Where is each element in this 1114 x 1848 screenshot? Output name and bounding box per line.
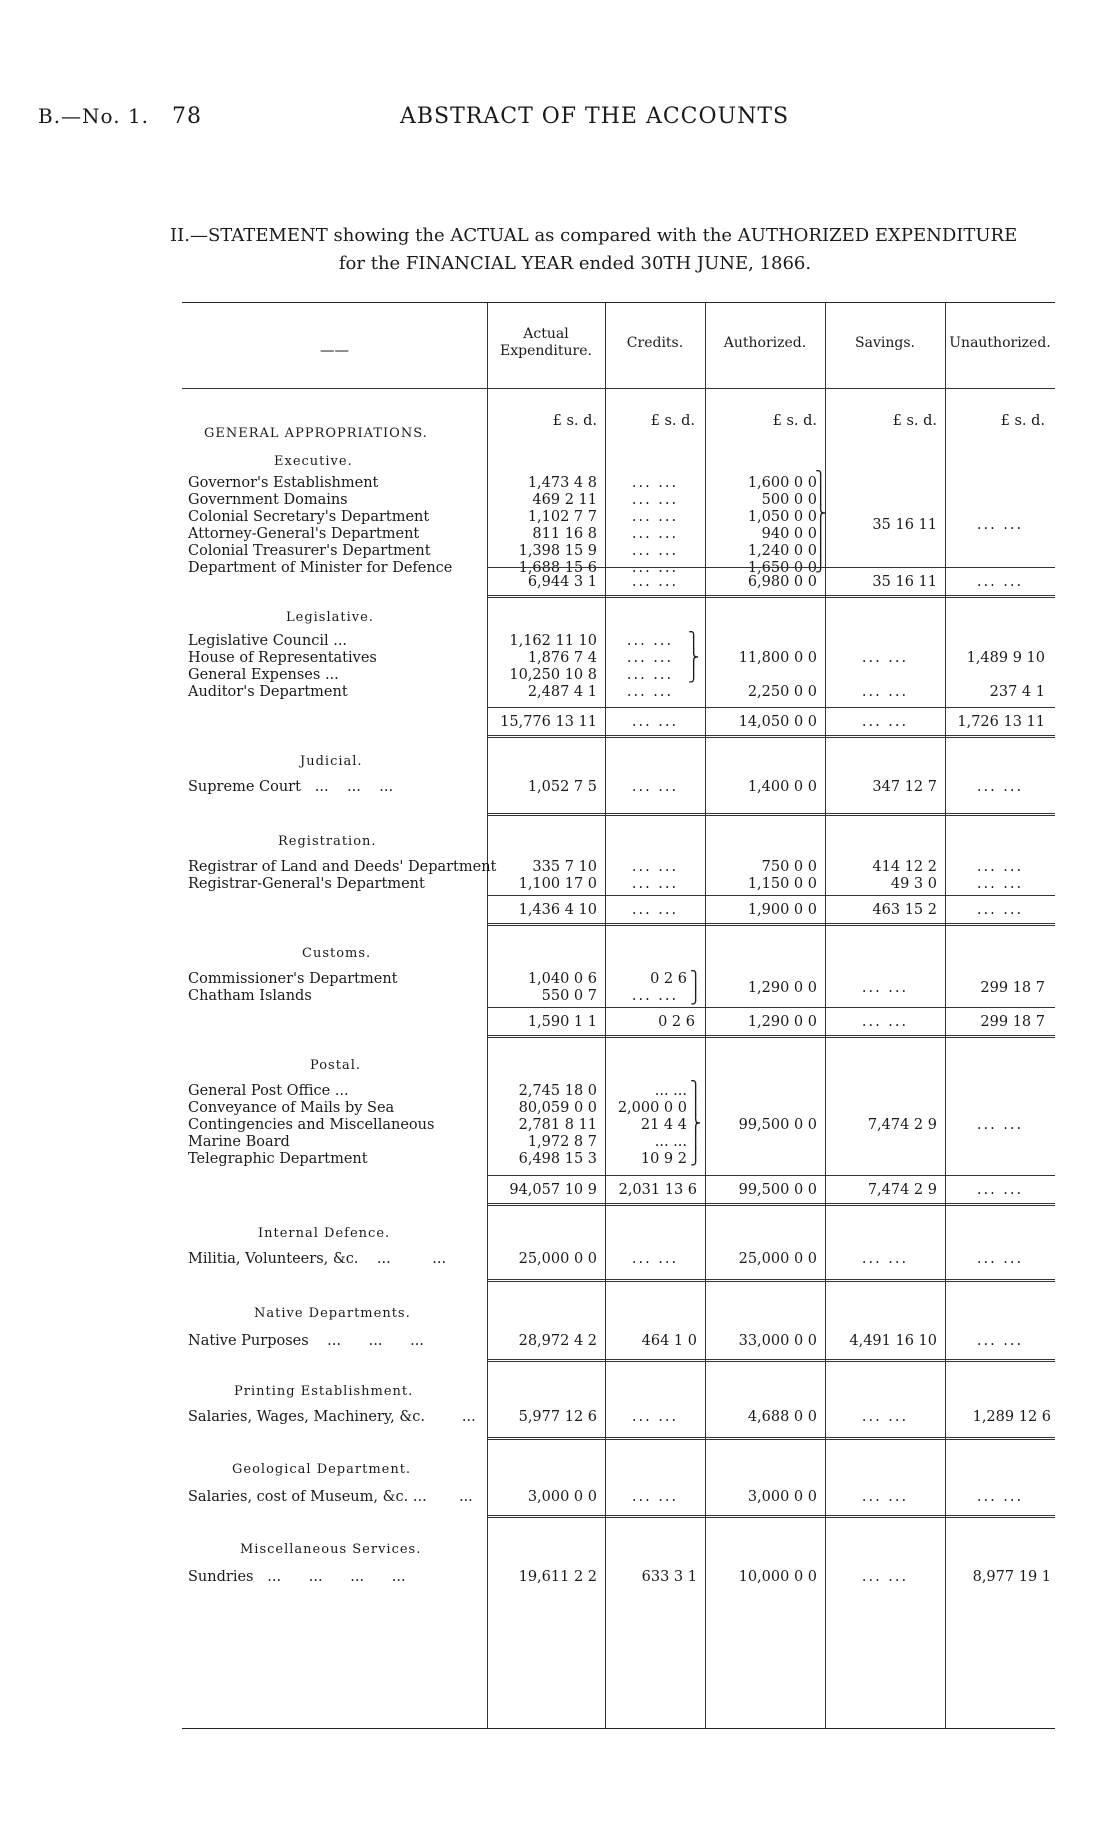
misc-savings: ... ... bbox=[861, 1569, 909, 1585]
registration-subtotal-rule bbox=[487, 895, 1055, 896]
registration-labels: Registrar of Land and Deeds' Department Registrar-General's Department bbox=[188, 859, 497, 892]
executive-unauthorized: ... ... bbox=[976, 517, 1024, 533]
legislative-credits bbox=[605, 633, 695, 701]
legislative-authorized-group: 11,800 0 0 bbox=[738, 650, 817, 666]
col-header-label: —— bbox=[320, 343, 349, 359]
postal-brace: ⎫ ⎪ ⎬ ⎪ ⎭ bbox=[690, 1080, 702, 1166]
customs-credits-dots: ... ... bbox=[631, 988, 679, 1004]
title-line-1: II.—STATEMENT showing the ACTUAL as compared with the AUTHORIZED EXPENDITURE bbox=[170, 225, 1018, 246]
customs-total-unauthorized: 299 18 7 bbox=[980, 1014, 1045, 1030]
registration-title: Registration. bbox=[278, 834, 377, 849]
dots: ... ... bbox=[976, 876, 1024, 892]
registration-credits bbox=[605, 859, 705, 893]
defence-actual: 25,000 0 0 bbox=[518, 1251, 597, 1267]
printing-authorized: 4,688 0 0 bbox=[747, 1409, 817, 1425]
customs-subtotal-rule bbox=[487, 1007, 1055, 1008]
misc-unauthorized: 8,977 19 1 bbox=[972, 1569, 1051, 1585]
executive-brace: ⎫ ⎪ ⎬ ⎪ ⎪ ⎭ bbox=[815, 470, 827, 573]
executive-total-savings: 35 16 11 bbox=[872, 574, 937, 590]
postal-total-credits: 2,031 13 6 bbox=[618, 1182, 697, 1198]
dots: ... ... bbox=[631, 876, 679, 892]
registration-unauthorized bbox=[945, 859, 1055, 893]
native-total-rule bbox=[487, 1359, 1055, 1362]
legislative-unauthorized-group: 1,489 9 10 bbox=[966, 650, 1045, 666]
col-header-authorized: Authorized. bbox=[723, 335, 807, 351]
misc-label: Sundries ... ... ... ... bbox=[188, 1569, 406, 1585]
customs-total-savings: ... ... bbox=[861, 1014, 909, 1030]
geological-credits: ... ... bbox=[631, 1489, 679, 1505]
legislative-authorized-auditor: 2,250 0 0 bbox=[747, 684, 817, 700]
dots: ... ... bbox=[631, 509, 679, 525]
postal-subtotal-rule bbox=[487, 1175, 1055, 1176]
executive-total-rule bbox=[487, 595, 1055, 598]
executive-total-unauthorized: ... ... bbox=[976, 574, 1024, 590]
defence-total-rule bbox=[487, 1279, 1055, 1282]
executive-total-credits: ... ... bbox=[631, 574, 679, 590]
defence-label: Militia, Volunteers, &c. ... ... bbox=[188, 1251, 447, 1267]
postal-unauthorized: ... ... bbox=[976, 1117, 1024, 1133]
executive-subtotal-rule bbox=[487, 567, 1055, 568]
legislative-total-credits: ... ... bbox=[631, 714, 679, 730]
postal-title: Postal. bbox=[310, 1058, 361, 1073]
judicial-total-rule bbox=[487, 813, 1055, 816]
currency-actual: £ s. d. bbox=[552, 413, 597, 429]
dots: ... ... bbox=[631, 859, 679, 875]
judicial-unauthorized: ... ... bbox=[976, 779, 1024, 795]
judicial-label-text: Supreme Court bbox=[188, 779, 301, 795]
judicial-savings: 347 12 7 bbox=[872, 779, 937, 795]
misc-authorized: 10,000 0 0 bbox=[738, 1569, 817, 1585]
customs-credits: 0 2 6 bbox=[650, 971, 687, 987]
judicial-actual: 1,052 7 5 bbox=[527, 779, 597, 795]
printing-credits: ... ... bbox=[631, 1409, 679, 1425]
native-unauthorized: ... ... bbox=[976, 1333, 1024, 1349]
currency-unauthorized: £ s. d. bbox=[1000, 413, 1045, 429]
customs-total-rule bbox=[487, 1035, 1055, 1038]
misc-credits: 633 3 1 bbox=[641, 1569, 697, 1585]
customs-total-actual: 1,590 1 1 bbox=[527, 1014, 597, 1030]
legislative-title: Legislative. bbox=[286, 610, 374, 625]
legislative-subtotal-rule bbox=[487, 707, 1055, 708]
printing-unauthorized: 1,289 12 6 bbox=[972, 1409, 1051, 1425]
printing-actual: 5,977 12 6 bbox=[518, 1409, 597, 1425]
postal-total-rule bbox=[487, 1203, 1055, 1206]
printing-label: Salaries, Wages, Machinery, &c. ... bbox=[188, 1409, 476, 1425]
geological-savings: ... ... bbox=[861, 1489, 909, 1505]
dots: ... ... bbox=[626, 633, 674, 649]
customs-labels: Commissioner's Department Chatham Islands bbox=[188, 971, 398, 1004]
customs-brace: ⎫ ⎭ bbox=[690, 970, 702, 1005]
registration-total-actual: 1,436 4 10 bbox=[518, 902, 597, 918]
geological-title: Geological Department. bbox=[232, 1462, 412, 1477]
executive-total-authorized: 6,980 0 0 bbox=[747, 574, 817, 590]
currency-savings: £ s. d. bbox=[892, 413, 937, 429]
executive-savings: 35 16 11 bbox=[872, 517, 937, 533]
native-credits: 464 1 0 bbox=[641, 1333, 697, 1349]
judicial-credits: ... ... bbox=[631, 779, 679, 795]
dots: ... ... bbox=[631, 492, 679, 508]
legislative-total-unauthorized: 1,726 13 11 bbox=[957, 714, 1045, 730]
printing-label-text: Salaries, Wages, Machinery, &c. bbox=[188, 1409, 426, 1425]
postal-credits: ... ... 2,000 0 0 21 4 4 ... ... 10 9 2 bbox=[617, 1083, 687, 1167]
postal-authorized: 99,500 0 0 bbox=[738, 1117, 817, 1133]
customs-authorized: 1,290 0 0 bbox=[747, 980, 817, 996]
col-header-actual: Actual Expenditure. bbox=[500, 326, 592, 359]
currency-credits: £ s. d. bbox=[650, 413, 695, 429]
dots: ... ... bbox=[631, 560, 679, 576]
misc-actual: 19,611 2 2 bbox=[518, 1569, 597, 1585]
currency-authorized: £ s. d. bbox=[772, 413, 817, 429]
postal-total-actual: 94,057 10 9 bbox=[509, 1182, 597, 1198]
native-label-text: Native Purposes bbox=[188, 1333, 309, 1349]
executive-labels: Governor's Establishment Government Domains Colonial Secretary's Department Attorney-General's Department Colonial Treasurer's Department Department of Minister for Defence bbox=[188, 475, 453, 576]
header-rule bbox=[182, 388, 1055, 389]
statement-title bbox=[170, 222, 1050, 278]
native-title: Native Departments. bbox=[254, 1306, 411, 1321]
customs-total-credits: 0 2 6 bbox=[658, 1014, 695, 1030]
customs-title: Customs. bbox=[302, 946, 372, 961]
customs-total-authorized: 1,290 0 0 bbox=[747, 1014, 817, 1030]
registration-total-credits: ... ... bbox=[631, 902, 679, 918]
misc-label-text: Sundries bbox=[188, 1569, 254, 1585]
native-actual: 28,972 4 2 bbox=[518, 1333, 597, 1349]
registration-total-authorized: 1,900 0 0 bbox=[747, 902, 817, 918]
registration-authorized: 750 0 0 1,150 0 0 bbox=[747, 859, 817, 892]
defence-label-text: Militia, Volunteers, &c. bbox=[188, 1251, 359, 1267]
legislative-labels: Legislative Council ... House of Representatives General Expenses ... Auditor's Department bbox=[188, 633, 377, 700]
registration-total-savings: 463 15 2 bbox=[872, 902, 937, 918]
legislative-savings-group: ... ... bbox=[861, 650, 909, 666]
native-savings: 4,491 16 10 bbox=[849, 1333, 937, 1349]
judicial-label: Supreme Court ... ... ... bbox=[188, 779, 394, 795]
expenditure-table bbox=[182, 302, 1055, 1729]
registration-savings: 414 12 2 49 3 0 bbox=[872, 859, 937, 892]
postal-total-savings: 7,474 2 9 bbox=[867, 1182, 937, 1198]
executive-credits bbox=[605, 475, 705, 577]
col-header-credits: Credits. bbox=[626, 335, 684, 351]
page-number: 78 bbox=[172, 104, 202, 129]
executive-actual: 1,473 4 8 469 2 11 1,102 7 7 811 16 8 1,398 15 9 1,688 15 6 bbox=[518, 475, 597, 576]
defence-credits: ... ... bbox=[631, 1251, 679, 1267]
postal-labels: General Post Office ... Conveyance of Mails by Sea Contingencies and Miscellaneous Marine Board Telegraphic Department bbox=[188, 1083, 435, 1167]
executive-total-actual: 6,944 3 1 bbox=[527, 574, 597, 590]
customs-unauthorized: 299 18 7 bbox=[980, 980, 1045, 996]
native-label: Native Purposes ... ... ... bbox=[188, 1333, 424, 1349]
legislative-brace: ⎫ ⎬ ⎭ bbox=[688, 631, 700, 683]
legislative-savings-auditor: ... ... bbox=[861, 684, 909, 700]
legislative-total-savings: ... ... bbox=[861, 714, 909, 730]
printing-total-rule bbox=[487, 1437, 1055, 1440]
postal-total-unauthorized: ... ... bbox=[976, 1182, 1024, 1198]
geological-authorized: 3,000 0 0 bbox=[747, 1489, 817, 1505]
executive-title: Executive. bbox=[274, 454, 353, 469]
dots: ... ... bbox=[631, 526, 679, 542]
dots: ... ... bbox=[631, 543, 679, 559]
title-line-2: for the FINANCIAL YEAR ended 30TH JUNE, 1866. bbox=[338, 253, 812, 274]
postal-total-authorized: 99,500 0 0 bbox=[738, 1182, 817, 1198]
defence-authorized: 25,000 0 0 bbox=[738, 1251, 817, 1267]
legislative-total-rule bbox=[487, 735, 1055, 738]
legislative-total-actual: 15,776 13 11 bbox=[500, 714, 597, 730]
col-header-unauthorized: Unauthorized. bbox=[949, 335, 1051, 351]
executive-authorized: 1,600 0 0 500 0 0 1,050 0 0 940 0 0 1,240 0 0 1,650 0 0 bbox=[747, 475, 817, 576]
customs-actual: 1,040 0 6 550 0 7 bbox=[527, 971, 597, 1004]
legislative-unauthorized-auditor: 237 4 1 bbox=[989, 684, 1045, 700]
printing-savings: ... ... bbox=[861, 1409, 909, 1425]
geological-label-text: Salaries, cost of Museum, &c. ... bbox=[188, 1489, 427, 1505]
defence-title: Internal Defence. bbox=[258, 1226, 391, 1241]
legislative-total-authorized: 14,050 0 0 bbox=[738, 714, 817, 730]
judicial-title: Judicial. bbox=[300, 754, 363, 769]
defence-savings: ... ... bbox=[861, 1251, 909, 1267]
defence-unauthorized: ... ... bbox=[976, 1251, 1024, 1267]
postal-actual: 2,745 18 0 80,059 0 0 2,781 8 11 1,972 8 7 6,498 15 3 bbox=[518, 1083, 597, 1167]
geological-label: Salaries, cost of Museum, &c. ... ... bbox=[188, 1489, 473, 1505]
header-left: B.—No. 1. bbox=[38, 104, 150, 128]
postal-savings: 7,474 2 9 bbox=[867, 1117, 937, 1133]
customs-savings: ... ... bbox=[861, 980, 909, 996]
geological-total-rule bbox=[487, 1515, 1055, 1518]
geological-unauthorized: ... ... bbox=[976, 1489, 1024, 1505]
registration-total-rule bbox=[487, 923, 1055, 926]
printing-title: Printing Establishment. bbox=[234, 1384, 414, 1399]
judicial-authorized: 1,400 0 0 bbox=[747, 779, 817, 795]
dots: ... ... bbox=[626, 667, 674, 683]
misc-title: Miscellaneous Services. bbox=[240, 1542, 422, 1557]
registration-total-unauthorized: ... ... bbox=[976, 902, 1024, 918]
registration-actual: 335 7 10 1,100 17 0 bbox=[518, 859, 597, 892]
dots: ... ... bbox=[626, 650, 674, 666]
dots: ... ... bbox=[631, 475, 679, 491]
running-title: ABSTRACT OF THE ACCOUNTS bbox=[400, 104, 790, 129]
general-appropriations-heading: GENERAL APPROPRIATIONS. bbox=[204, 426, 428, 441]
geological-actual: 3,000 0 0 bbox=[527, 1489, 597, 1505]
dots: ... ... bbox=[976, 859, 1024, 875]
dots: ... ... bbox=[626, 684, 674, 700]
legislative-actual: 1,162 11 10 1,876 7 4 10,250 10 8 2,487 4 1 bbox=[509, 633, 597, 700]
col-header-savings: Savings. bbox=[855, 335, 915, 351]
native-authorized: 33,000 0 0 bbox=[738, 1333, 817, 1349]
